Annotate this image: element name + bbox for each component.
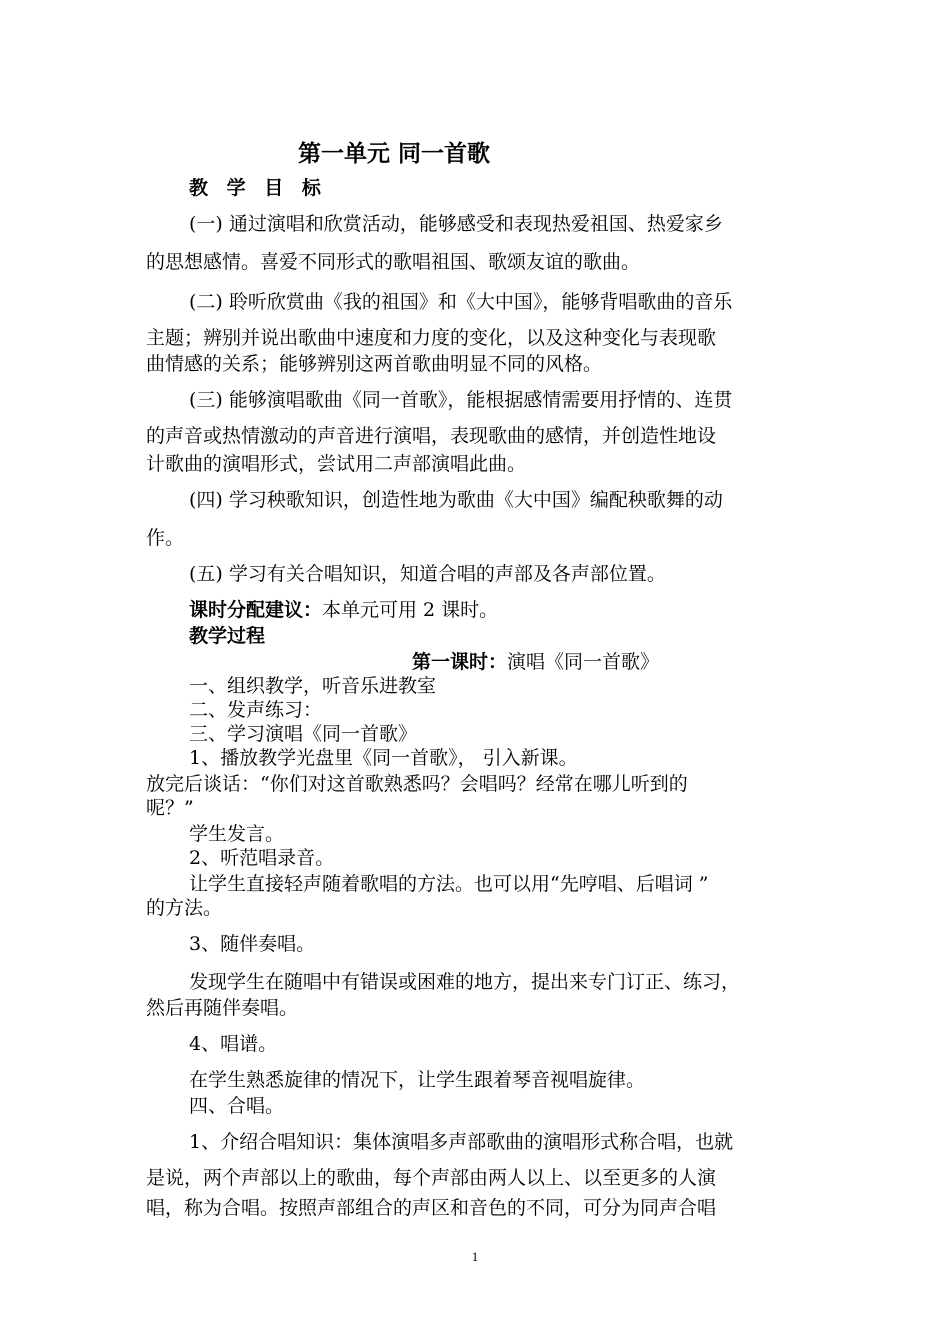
step-3-3: 3、随伴奏唱。 bbox=[189, 933, 316, 955]
goal-2-line-1: (二) 聆听欣赏曲《我的祖国》和《大中国》，能够背唱歌曲的音乐 bbox=[189, 291, 733, 313]
goal-1-line-1: (一) 通过演唱和欣赏活动，能够感受和表现热爱祖国、热爱家乡 bbox=[189, 213, 723, 235]
step-2: 二、发声练习： bbox=[189, 699, 323, 721]
correct-line-1: 发现学生在随唱中有错误或困难的地方，提出来专门订正、练习， bbox=[189, 971, 741, 993]
goal-4-line-1: (四) 学习秧歌知识，创造性地为歌曲《大中国》编配秧歌舞的动 bbox=[189, 489, 723, 511]
goals-heading: 教 学 目 标 bbox=[189, 177, 327, 199]
goal-3-line-3: 计歌曲的演唱形式，尝试用二声部演唱此曲。 bbox=[146, 453, 527, 475]
chorus-line-2: 是说，两个声部以上的歌曲，每个声部由两人以上、以至更多的人演 bbox=[146, 1167, 717, 1189]
goal-2-line-3: 曲情感的关系；能够辨别这两首歌曲明显不同的风格。 bbox=[146, 353, 603, 375]
goal-3-line-2: 的声音或热情激动的声音进行演唱，表现歌曲的感情，并创造性地设 bbox=[146, 425, 717, 447]
step-3-4: 4、唱谱。 bbox=[189, 1033, 278, 1055]
chorus-line-3: 唱，称为合唱。按照声部组合的声区和音色的不同，可分为同声合唱 bbox=[146, 1197, 717, 1219]
step-3-2: 2、听范唱录音。 bbox=[189, 847, 335, 869]
goal-1-line-2: 的思想感情。喜爱不同形式的歌唱祖国、歌颂友谊的歌曲。 bbox=[146, 251, 641, 273]
lesson-1-label: 第一课时： bbox=[412, 651, 508, 673]
process-heading: 教学过程 bbox=[189, 625, 266, 647]
lesson-1-heading bbox=[412, 650, 659, 674]
step-1: 一、组织教学，听音乐进教室 bbox=[189, 675, 437, 697]
lesson-1-text: 演唱《同一首歌》 bbox=[507, 651, 660, 673]
sight-singing-line: 在学生熟悉旋律的情况下，让学生跟着琴音视唱旋律。 bbox=[189, 1069, 646, 1091]
goal-2-line-2: 主题；辨别并说出歌曲中速度和力度的变化，以及这种变化与表现歌 bbox=[146, 327, 717, 349]
correct-line-2: 然后再随伴奏唱。 bbox=[146, 997, 299, 1019]
student-speak: 学生发言。 bbox=[189, 823, 285, 845]
schedule-text: 本单元可用 2 课时。 bbox=[322, 599, 499, 621]
step-4: 四、合唱。 bbox=[189, 1095, 285, 1117]
schedule-line bbox=[189, 598, 498, 622]
schedule-label: 课时分配建议： bbox=[189, 599, 323, 621]
talk-line-1: 放完后谈话：“你们对这首歌熟悉吗？会唱吗？经常在哪儿听到的 bbox=[146, 773, 688, 795]
follow-line-1: 让学生直接轻声随着歌唱的方法。也可以用“先哼唱、后唱词 ” bbox=[189, 873, 709, 895]
goal-4-line-2: 作。 bbox=[146, 527, 185, 549]
talk-line-2: 呢？” bbox=[146, 797, 194, 819]
goal-3-line-1: (三) 能够演唱歌曲《同一首歌》，能根据感情需要用抒情的、连贯 bbox=[189, 389, 733, 411]
page-title: 第一单元 同一首歌 bbox=[298, 141, 491, 167]
step-3-1: 1、播放教学光盘里《同一首歌》， 引入新课。 bbox=[189, 747, 578, 769]
follow-line-2: 的方法。 bbox=[146, 897, 223, 919]
chorus-line-1: 1、介绍合唱知识：集体演唱多声部歌曲的演唱形式称合唱，也就 bbox=[189, 1131, 734, 1153]
page-number: 1 bbox=[471, 1249, 479, 1264]
goal-5-line-1: (五) 学习有关合唱知识，知道合唱的声部及各声部位置。 bbox=[189, 563, 666, 585]
step-3: 三、学习演唱《同一首歌》 bbox=[189, 723, 418, 745]
